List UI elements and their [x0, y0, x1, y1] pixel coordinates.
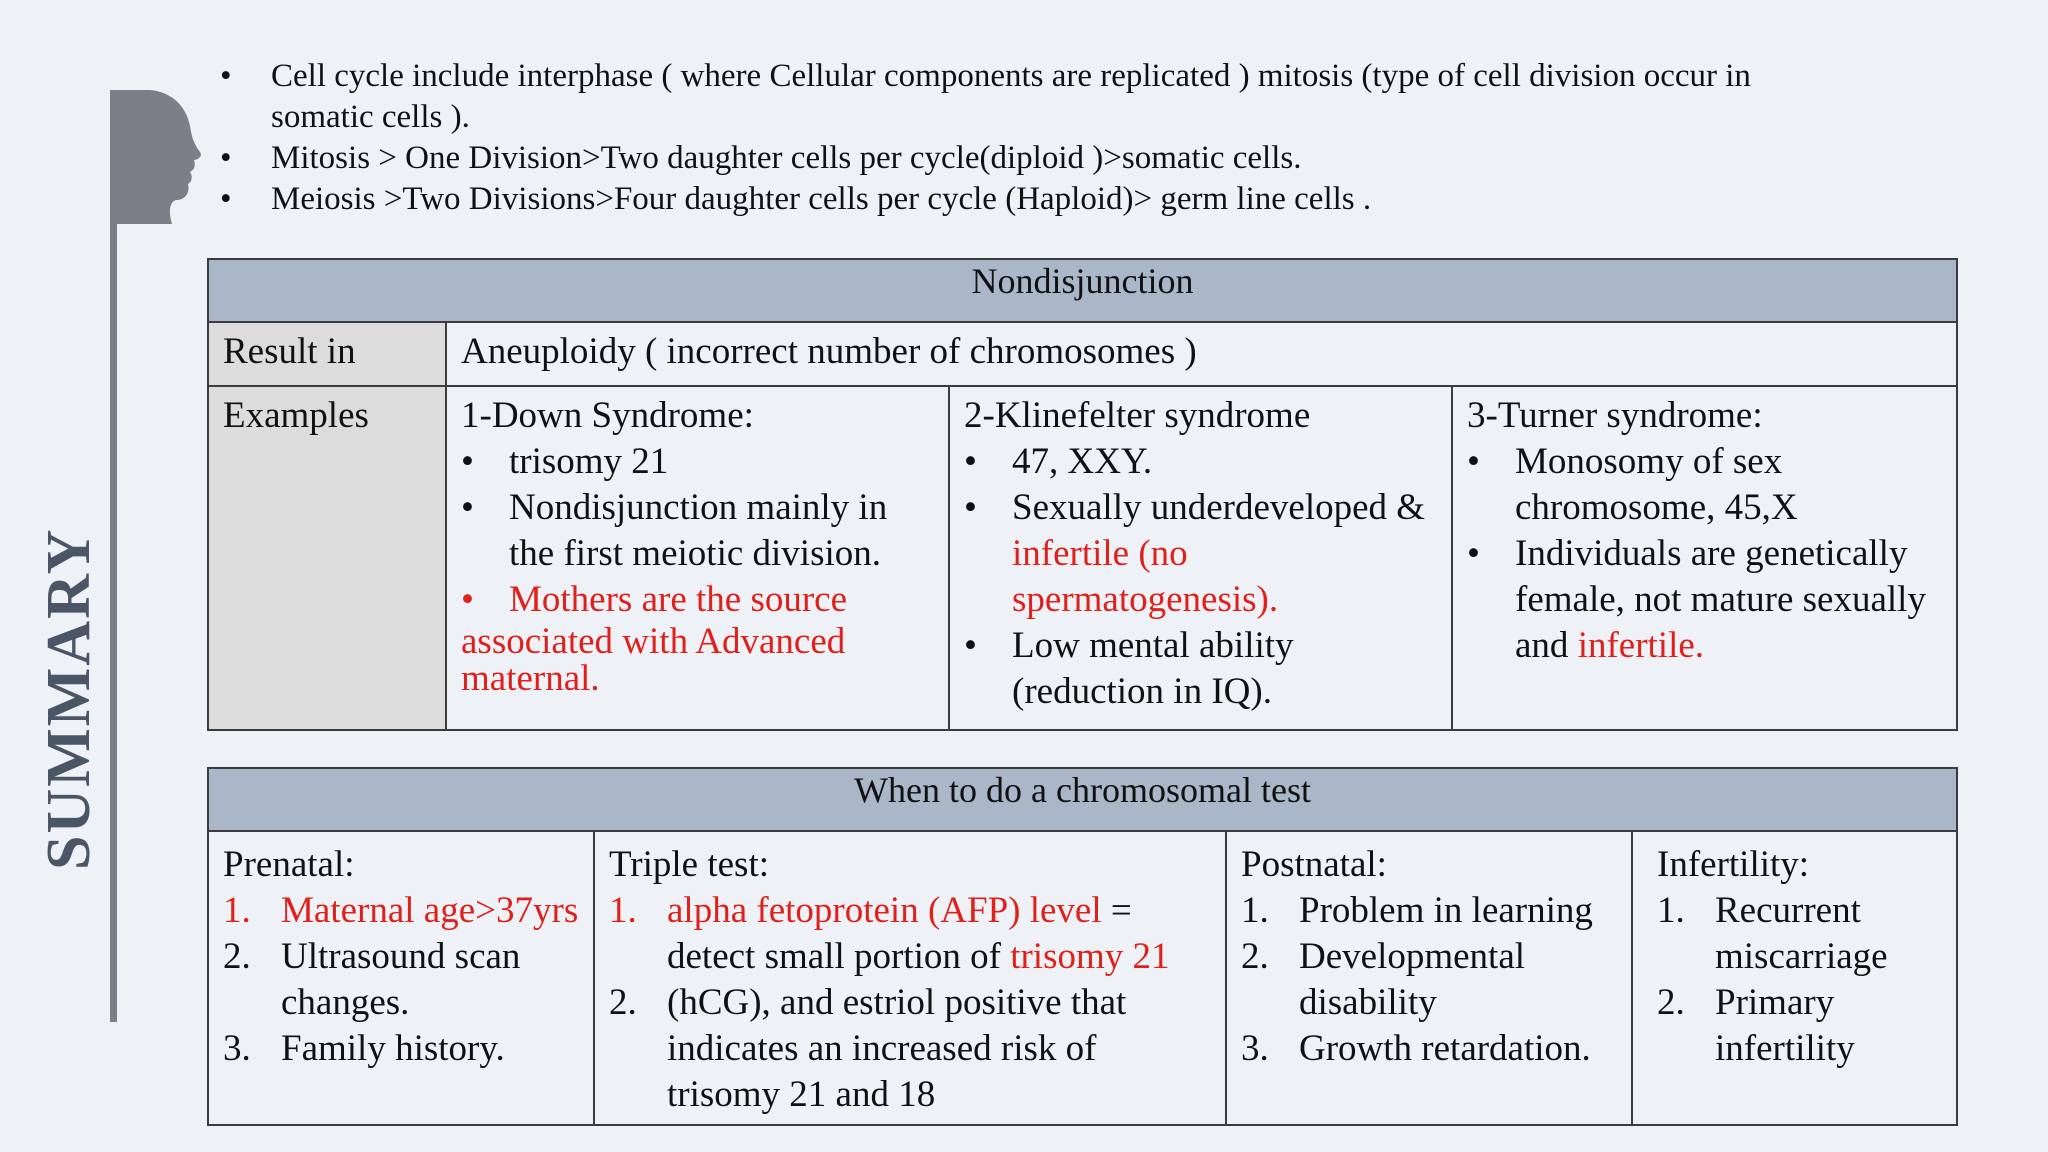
item-number: 1. [223, 890, 251, 931]
item-text-red: trisomy 21 [1010, 936, 1170, 977]
down-title: 1-Down Syndrome: [461, 395, 754, 436]
item-number: 3. [223, 1028, 251, 1069]
infertility-title: Infertility: [1657, 844, 1810, 885]
item-text: trisomy 21 [509, 441, 669, 482]
infertility-list [1657, 888, 1942, 1072]
item-text-red: alpha fetoprotein (AFP) level [667, 890, 1102, 931]
intro-bullets [220, 56, 1800, 220]
bullet-glyph: • [1467, 533, 1480, 574]
postnatal-cell [1226, 831, 1632, 1125]
list-item [461, 439, 934, 485]
prenatal-title: Prenatal: [223, 844, 355, 885]
list-item [964, 485, 1437, 623]
postnatal-list [1241, 888, 1617, 1072]
item-number: 1. [1657, 890, 1685, 931]
item-number: 1. [609, 890, 637, 931]
list-item [1241, 934, 1617, 1026]
bullet-glyph: • [964, 487, 977, 528]
intro-bullet [220, 138, 1800, 179]
intro-text: Meiosis >Two Divisions>Four daughter cells per cycle (Haploid)> germ line cells . [271, 181, 1372, 217]
list-item [1467, 531, 1942, 669]
item-number: 1. [1241, 890, 1269, 931]
list-item [1657, 980, 1942, 1072]
item-number: 2. [223, 936, 251, 977]
triple-test-title: Triple test: [609, 844, 770, 885]
bullet-glyph: • [461, 579, 474, 620]
item-text: Sexually underdeveloped & [1012, 487, 1426, 528]
intro-text: Cell cycle include interphase ( where Cellular components are replicated ) mitosis (type of cell division occur in somatic cells ). [271, 58, 1751, 135]
turner-title: 3-Turner syndrome: [1467, 395, 1763, 436]
bullet-glyph: • [1467, 441, 1480, 482]
bullet-glyph: • [964, 441, 977, 482]
bullet-glyph: • [220, 181, 232, 217]
item-text: Nondisjunction mainly in the first meiotic division. [509, 487, 888, 574]
list-item [223, 1026, 579, 1072]
item-text: Low mental ability (reduction in IQ). [1012, 625, 1294, 712]
bullet-glyph: • [220, 58, 232, 94]
list-item [223, 888, 579, 934]
nondisjunction-header: Nondisjunction [208, 259, 1957, 322]
item-text: Recurrent miscarriage [1715, 890, 1888, 977]
item-text: 47, XXY. [1012, 441, 1153, 482]
bullet-glyph: • [461, 487, 474, 528]
down-bullets [461, 439, 934, 623]
item-number: 2. [1657, 982, 1685, 1023]
postnatal-title: Postnatal: [1241, 844, 1387, 885]
klinefelter-title: 2-Klinefelter syndrome [964, 395, 1311, 436]
turner-cell [1452, 386, 1957, 730]
list-item [964, 439, 1437, 485]
examples-label: Examples [208, 386, 446, 730]
item-text: Primary infertility [1715, 982, 1855, 1069]
item-text-red: infertile (no spermatogenesis). [1012, 533, 1279, 620]
list-item [1467, 439, 1942, 531]
klinefelter-bullets [964, 439, 1437, 715]
list-item [461, 485, 934, 577]
list-item [964, 623, 1437, 715]
turner-bullets [1467, 439, 1942, 669]
result-label: Result in [208, 322, 446, 386]
item-text: = detect small portion of [667, 890, 1132, 977]
head-silhouette-icon [110, 88, 202, 228]
item-number: 3. [1241, 1028, 1269, 1069]
klinefelter-cell [949, 386, 1452, 730]
list-item [1241, 1026, 1617, 1072]
infertility-cell [1632, 831, 1957, 1125]
prenatal-list [223, 888, 579, 1072]
list-item [1241, 888, 1617, 934]
item-text: Monosomy of sex chromosome, 45,X [1515, 441, 1798, 528]
item-text: Growth retardation. [1299, 1028, 1591, 1069]
list-item [609, 980, 1211, 1118]
intro-bullet [220, 179, 1800, 220]
item-text: Mothers are the source [509, 579, 848, 620]
nondisjunction-table [207, 258, 1958, 731]
down-syndrome-cell [446, 386, 949, 730]
bullet-glyph: • [220, 140, 232, 176]
prenatal-cell [208, 831, 594, 1125]
item-text: Family history. [281, 1028, 505, 1069]
down-note: associated with Advanced maternal. [461, 621, 846, 699]
item-text-red: infertile. [1577, 625, 1705, 666]
triple-test-cell [594, 831, 1226, 1125]
list-item [1657, 888, 1942, 980]
bullet-glyph: • [461, 441, 474, 482]
summary-label: SUMMARY [35, 527, 103, 870]
triple-test-list [609, 888, 1211, 1118]
bullet-glyph: • [964, 625, 977, 666]
chromosomal-test-table [207, 767, 1958, 1126]
item-number: 2. [1241, 936, 1269, 977]
intro-text: Mitosis > One Division>Two daughter cells per cycle(diploid )>somatic cells. [271, 140, 1302, 176]
result-value: Aneuploidy ( incorrect number of chromosomes ) [446, 322, 1957, 386]
chromosomal-test-header: When to do a chromosomal test [208, 768, 1957, 831]
list-item [223, 934, 579, 1026]
item-text: Individuals are genetically female, not mature sexually and [1515, 533, 1926, 666]
item-text: (hCG), and estriol positive that indicates an increased risk of trisomy 21 and 18 [667, 982, 1127, 1115]
item-text: Problem in learning [1299, 890, 1593, 931]
list-item [461, 577, 934, 623]
intro-bullet [220, 56, 1800, 138]
item-text: Ultrasound scan changes. [281, 936, 521, 1023]
item-text: Developmental disability [1299, 936, 1526, 1023]
list-item [609, 888, 1211, 980]
item-text: Maternal age>37yrs [281, 890, 579, 931]
item-number: 2. [609, 982, 637, 1023]
sidebar-line [110, 90, 117, 1022]
